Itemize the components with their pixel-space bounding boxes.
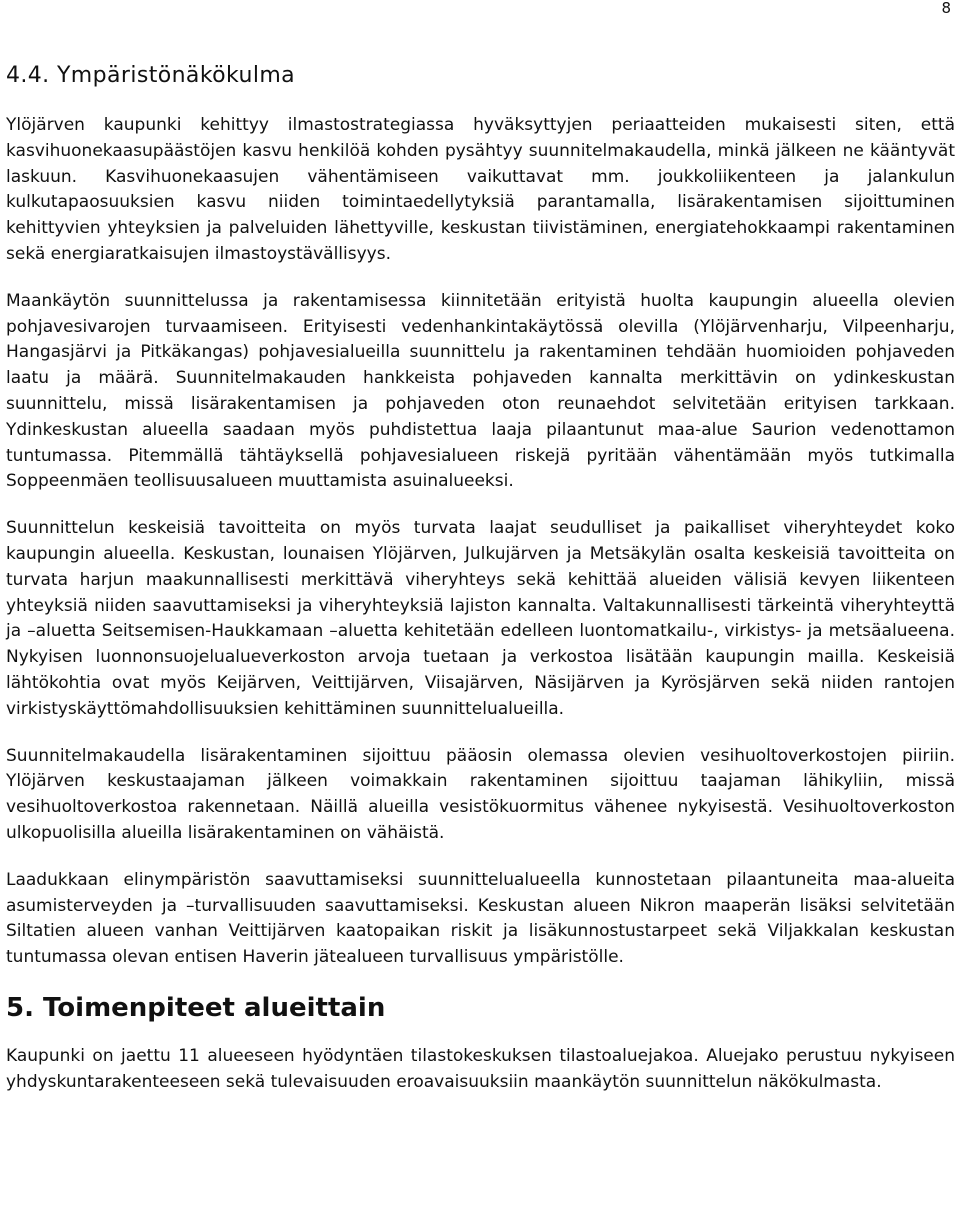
section-heading: 4.4. Ympäristönäkökulma (6, 63, 296, 88)
section-paragraph-climate: Ylöjärven kaupunki kehittyy ilmastostrategiassa hyväksyttyjen periaatteiden mukaisesti siten, että kasvihuonekaasupäästöjen kasvu henkilöä kohden pysähtyy suunnitelmakaudella, minkä jälkeen ne kääntyvät laskuun. Kasvihuonekaasujen vähentämiseen vaikuttavat mm. joukkoliikenteen ja jalankulun kulkutapaosuuksien kasvu niiden toimintaedellytyksiä parantamalla, lisärakentamisen sijoittuminen kehittyvien yhteyksien ja palveluiden lähettyville, keskustan tiivistäminen, energiatehokkaampi rakentaminen sekä energiaratkaisujen ilmastoystävällisyys. (6, 115, 955, 264)
section-paragraph-water-supply: Suunnitelmakaudella lisärakentaminen sijoittuu pääosin olemassa olevien vesihuoltoverkostojen piiriin. Ylöjärven keskustaajaman jälkeen voimakkain rakentaminen sijoittuu taajaman lähikyliin, missä vesihuoltoverkostoa rakennetaan. Näillä alueilla vesistökuormitus vähenee nykyisestä. Vesihuoltoverkoston ulkopuolisilla alueilla lisärakentaminen on vähäistä. (6, 745, 955, 843)
document-body (6, 62, 955, 1096)
section-paragraph-contaminated-land: Laadukkaan elinympäristön saavuttamiseksi suunnittelualueella kunnostetaan pilaantuneita maa-alueita asumisterveyden ja –turvallisuuden saavuttamiseksi. Keskustan alueen Nikron maaperän lisäksi selvitetään Siltatien alueen vanhan Veittijärven kaatopaikan riskit ja lisäkunnostustarpeet sekä Viljakkalan keskustan tuntumassa olevan entisen Haverin jätealueen turvallisuus ympäristölle. (6, 869, 955, 968)
chapter-heading: 5. Toimenpiteet alueittain (6, 992, 386, 1023)
chapter-paragraph-areas: Kaupunki on jaettu 11 alueeseen hyödyntäen tilastokeskuksen tilastoaluejakoa. Aluejako perustuu nykyiseen yhdyskuntarakenteeseen sekä tulevaisuuden eroavaisuuksiin maankäytön suunnittelun näkökulmasta. (6, 1045, 955, 1092)
section-paragraph-green-corridors: Suunnittelun keskeisiä tavoitteita on myös turvata laajat seudulliset ja paikalliset viheryhteydet koko kaupungin alueella. Keskustan, lounaisen Ylöjärven, Julkujärven ja Metsäkylän osalta keskeisiä tavoitteita on turvata harjun maakunnallisesti merkittävä viheryhteys sekä kehittää alueiden välisiä kevyen liikenteen yhteyksiä niiden saavuttamiseksi ja viheryhteyksiä lajiston kannalta. Valtakunnallisesti tärkeintä viheryhteyttä ja –aluetta Seitsemisen-Haukkamaan –aluetta kehitetään edelleen luontomatkailu-, virkistys- ja metsäalueena. Nykyisen luonnonsuojelualueverkoston arvoja tuetaan ja verkostoa lisätään kaupungin mailla. Keskeisiä lähtökohtia ovat myös Keijärven, Veittijärven, Viisajärven, Näsijärven ja Kyrösjärven sekä niiden rantojen virkistyskäyttömahdollisuuksien kehittäminen suunnittelualueilla. (6, 518, 955, 719)
section-paragraph-groundwater: Maankäytön suunnittelussa ja rakentamisessa kiinnitetään erityistä huolta kaupungin alueella olevien pohjavesivarojen turvaamiseen. Erityisesti vedenhankintakäytössä olevilla (Ylöjärvenharju, Vilpeenharju, Hangasjärvi ja Pitkäkangas) pohjavesialueilla suunnittelu ja rakentaminen tehdään huomioiden pohjaveden laatu ja määrä. Suunnitelmakauden hankkeista pohjaveden kannalta merkittävin on ydinkeskustan suunnittelu, missä lisärakentamisen ja pohjaveden oton reunaehdot selvitetään erityisen tarkkaan. Ydinkeskustan alueella saadaan myös puhdistettua laaja pilaantunut maa-alue Saurion vedenottamon tuntumassa. Pitemmällä tähtäyksellä pohjavesialueen riskejä pyritään vähentämään myös tutkimalla Soppeenmäen teollisuusalueen muuttamista asuinalueeksi. (6, 290, 955, 492)
chapter-block (6, 992, 955, 1096)
page-number: 8 (941, 0, 951, 17)
